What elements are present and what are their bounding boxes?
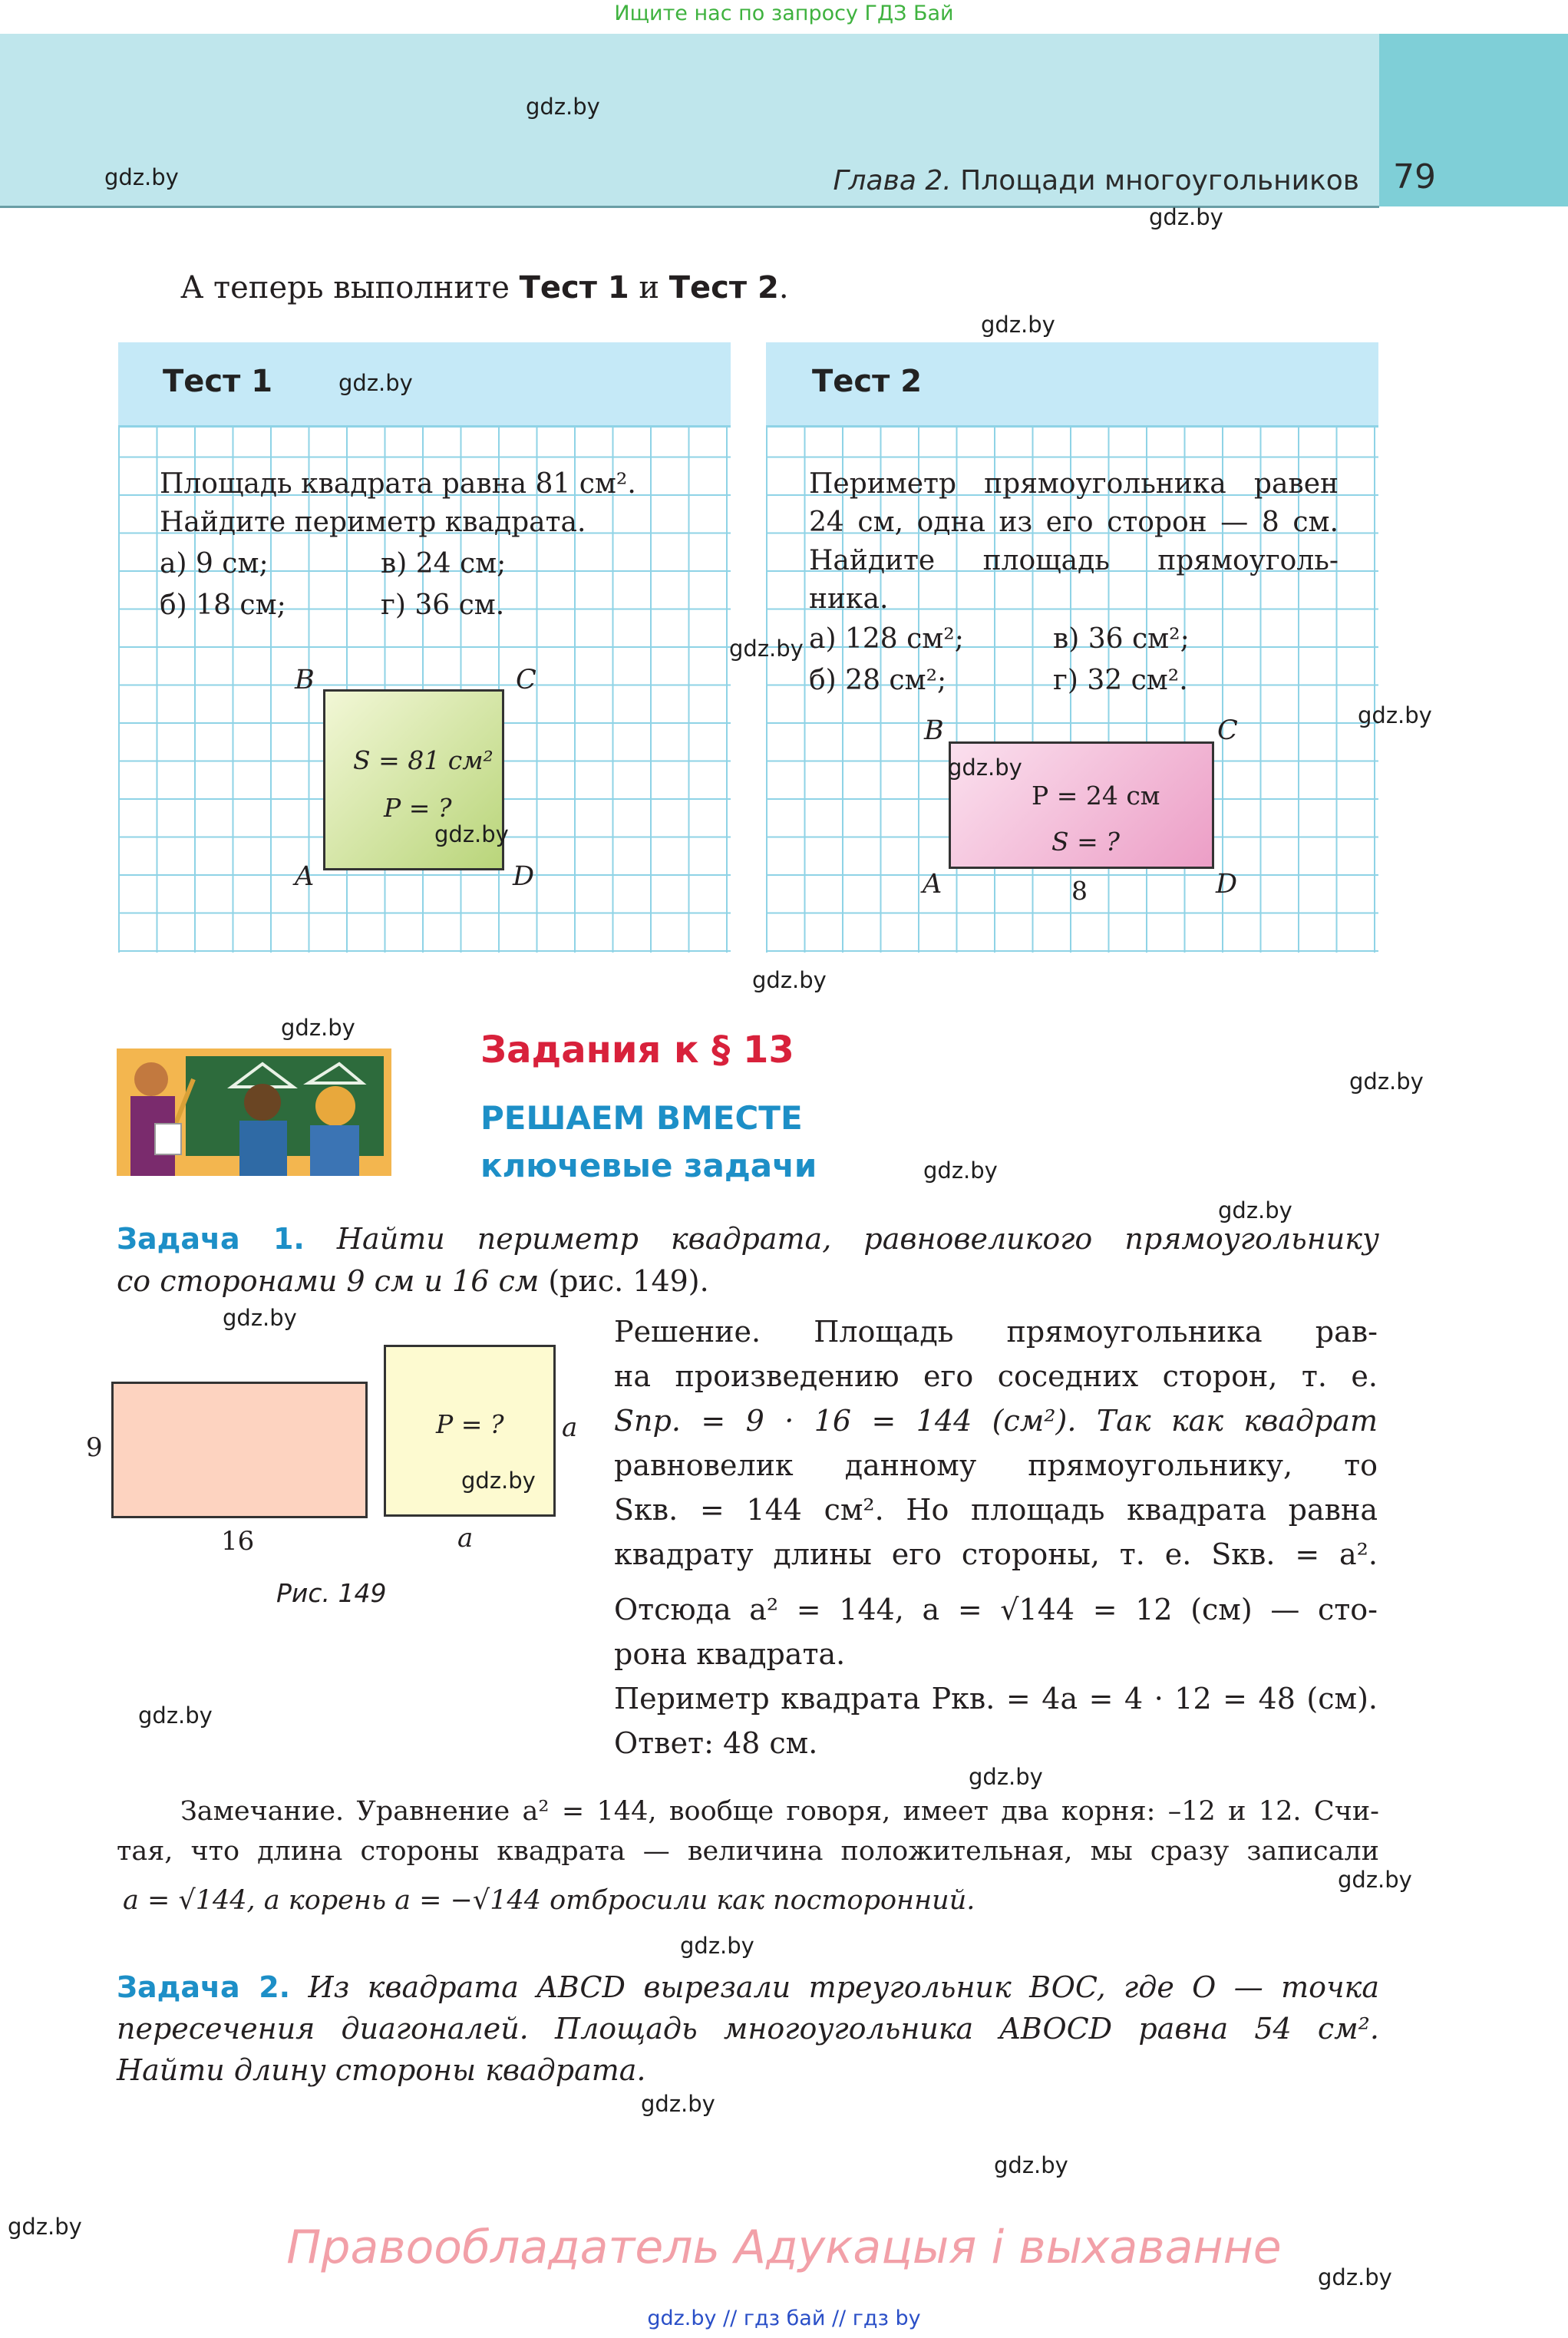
- task2-line: пересечения диагоналей. Площадь многоугольника ABOCD равна 54 см².: [117, 2012, 1379, 2046]
- solution-line: на произведению его соседних сторон, т. е.: [614, 1359, 1378, 1393]
- test1-question-line: Найдите периметр квадрата.: [160, 507, 586, 538]
- watermark: gdz.by: [223, 1305, 297, 1331]
- watermark: gdz.by: [434, 821, 509, 847]
- solution-line: Решение. Площадь прямоугольника рав-: [614, 1315, 1378, 1349]
- test1-option-b: б) 18 см;: [160, 589, 286, 621]
- vertex-label-d: D: [513, 861, 535, 892]
- task2-label: Задача 2.: [117, 1970, 291, 2004]
- test2-perimeter-label: P = 24 см: [1032, 781, 1160, 811]
- watermark: gdz.by: [461, 1468, 536, 1494]
- test2-option-b: б) 28 см²;: [809, 665, 947, 696]
- test2-question-line: Найдите площадь прямоуголь-: [809, 545, 1339, 576]
- test1-header: [118, 342, 731, 428]
- test2-option-v: в) 36 см²;: [1053, 623, 1190, 655]
- rect-bottom-label: 16: [221, 1526, 255, 1557]
- test2-header: [766, 342, 1378, 428]
- task1-line: со сторонами 9 см и 16 см (рис. 149).: [117, 1264, 709, 1298]
- vertex-label-c: C: [1217, 715, 1238, 746]
- remark-line: a = √144, а корень a = −√144 отбросили как посторонний.: [123, 1885, 975, 1916]
- test1-option-g: г) 36 см.: [381, 589, 505, 621]
- rectangle-9x16: [111, 1382, 368, 1518]
- square-side-label: a: [562, 1412, 578, 1443]
- watermark: gdz.by: [1318, 2264, 1392, 2290]
- watermark: gdz.by: [994, 2152, 1068, 2178]
- watermark: gdz.by: [1149, 204, 1223, 230]
- test1-area-label: S = 81 см²: [353, 745, 494, 775]
- vertex-label-a: A: [295, 861, 315, 892]
- figure-caption: Рис. 149: [276, 1578, 387, 1608]
- vertex-label-c: C: [516, 665, 536, 695]
- task1-label: Задача 1.: [117, 1222, 305, 1256]
- test2-title: Тест 2: [812, 364, 923, 399]
- task1-line: Задача 1. Найти периметр квадрата, равновеликого прямоугольнику: [117, 1222, 1379, 1256]
- watermark: gdz.by: [138, 1702, 213, 1729]
- watermark: gdz.by: [281, 1015, 355, 1041]
- watermark: gdz.by: [981, 312, 1055, 338]
- solution-answer: Ответ: 48 см.: [614, 1726, 818, 1760]
- task2-line: Задача 2. Из квадрата ABCD вырезали треугольник BOC, где O — точка: [117, 1970, 1379, 2004]
- intro-test1: Тест 1: [519, 270, 629, 305]
- test2-side-label: 8: [1071, 876, 1088, 906]
- solution-line: квадрату длины его стороны, т. е. Sкв. = a².: [614, 1537, 1378, 1571]
- remark-line: Замечание. Уравнение a² = 144, вообще говоря, имеет два корня: –12 и 12. Счи-: [180, 1796, 1379, 1827]
- test2-question-line: ника.: [809, 583, 889, 615]
- watermark: gdz.by: [1218, 1197, 1292, 1223]
- test2-area-label: S = ?: [1051, 827, 1120, 857]
- test1-question-line: Площадь квадрата равна 81 см².: [160, 468, 636, 500]
- solution-line: равновелик данному прямоугольнику, то: [614, 1448, 1378, 1482]
- section-subtitle: РЕШАЕМ ВМЕСТЕ: [480, 1099, 803, 1137]
- watermark: gdz.by: [680, 1933, 754, 1959]
- bottom-links[interactable]: gdz.by // гдз бай // гдз by: [647, 2307, 921, 2330]
- publisher-watermark: Правообладатель Адукацыя і выхаванне: [286, 2221, 1282, 2274]
- watermark: gdz.by: [1349, 1068, 1424, 1095]
- vertex-label-d: D: [1216, 869, 1238, 900]
- vertex-label-b: B: [924, 715, 944, 746]
- watermark: gdz.by: [948, 755, 1022, 781]
- watermark: gdz.by: [8, 2214, 82, 2240]
- test1-perimeter-label: P = ?: [384, 793, 452, 823]
- test2-question-line: Периметр прямоугольника равен: [809, 468, 1339, 500]
- watermark: gdz.by: [1358, 702, 1432, 728]
- section-subtitle-key: ключевые задачи: [480, 1147, 817, 1184]
- test2-option-a: а) 128 см²;: [809, 623, 964, 655]
- test2-option-g: г) 32 см².: [1053, 665, 1188, 696]
- test1-option-a: а) 9 см;: [160, 548, 269, 580]
- chapter-prefix: Глава 2.: [833, 165, 952, 196]
- intro-line: А теперь выполните Тест 1 и Тест 2.: [180, 270, 789, 305]
- watermark: gdz.by: [729, 636, 804, 662]
- watermark: gdz.by: [969, 1764, 1043, 1790]
- solution-line: Периметр квадрата Pкв. = 4a = 4 · 12 = 48 (см).: [614, 1682, 1378, 1716]
- square-perimeter-label: P = ?: [436, 1409, 504, 1439]
- square-bottom-label: a: [457, 1523, 474, 1554]
- task2-line: Найти длину стороны квадрата.: [117, 2053, 646, 2087]
- solution-line: рона квадрата.: [614, 1637, 846, 1671]
- watermark: gdz.by: [752, 967, 827, 993]
- watermark: gdz.by: [1338, 1867, 1412, 1893]
- watermark: gdz.by: [641, 2091, 715, 2117]
- test1-box: [118, 342, 731, 953]
- solution-line: Отсюда a² = 144, a = √144 = 12 (см) — сто-: [614, 1593, 1378, 1626]
- section-title: Задания к § 13: [480, 1029, 794, 1072]
- solution-line: Sкв. = 144 см². Но площадь квадрата равна: [614, 1493, 1378, 1527]
- test2-box: [766, 342, 1378, 953]
- remark-line: тая, что длина стороны квадрата — величина положительная, мы сразу записали: [117, 1836, 1379, 1867]
- intro-test2: Тест 2: [668, 270, 779, 305]
- test1-title: Тест 1: [163, 364, 273, 399]
- vertex-label-a: A: [923, 869, 942, 900]
- watermark: gdz.by: [338, 370, 413, 396]
- test2-question-line: 24 см, одна из его сторон — 8 см.: [809, 507, 1339, 538]
- chapter-heading: [833, 165, 1359, 196]
- top-promo-link[interactable]: Ищите нас по запросу ГДЗ Бай: [614, 2, 954, 25]
- test1-option-v: в) 24 см;: [381, 548, 507, 580]
- solution-line: Sпр. = 9 · 16 = 144 (см²). Так как квадрат: [614, 1404, 1378, 1438]
- chapter-title: Площади многоугольников: [960, 165, 1359, 196]
- watermark: gdz.by: [923, 1157, 998, 1184]
- rect-side-label: 9: [86, 1432, 103, 1463]
- vertex-label-b: B: [295, 665, 315, 695]
- page-number: 79: [1393, 157, 1436, 196]
- classroom-illustration: [117, 1048, 391, 1176]
- watermark: gdz.by: [104, 164, 179, 190]
- watermark: gdz.by: [526, 94, 600, 120]
